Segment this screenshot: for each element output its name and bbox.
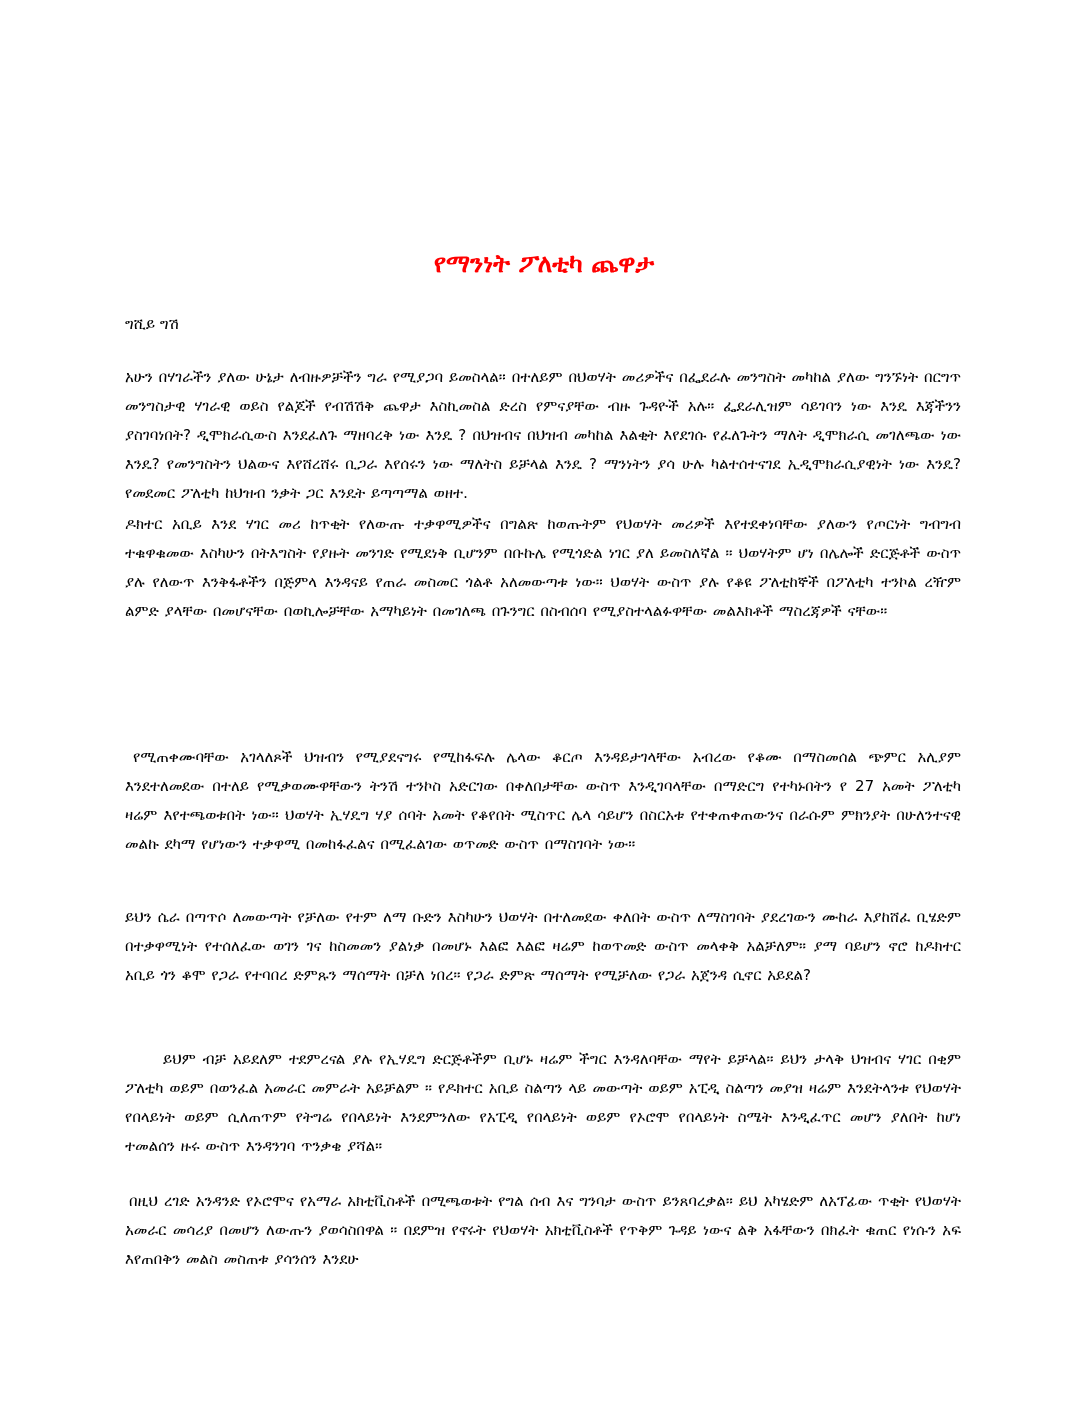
- document-title: የማንነት ፖለቲካ ጨዋታ: [433, 249, 655, 278]
- author-name: ግሺይ ግሽ: [125, 315, 179, 333]
- paragraph-6: በዚህ ረገድ አንዳንድ የኦሮሞና የአማራ አክቲቪስቶች በሚጫወቱት የግል ሰብ እና ግንባታ ውስጥ ይንጸባረቃል። ይህ አካሄድም ለአፕፊው ጥቂት የህወሃት አመራር መሳሪያ በመሆን ለውጡን ያወሳስበዋል ። በደምዝ የኖሩት የህወሃት አክቲቪስቶች የጥቅም ጉዳይ ነውና ልቅ አፋቸውን በክፈት ቁጠር የነሱን አፍ እየጠበቅን መልስ መስጠቱ ያሳንሰን እንደሁ: [125, 1192, 961, 1268]
- paragraph-5: ይህም ብቻ አይደለም ተደምረናል ያሉ የኢሃዴግ ድርጅቶችም ቢሆኑ ዛሬም ችግር እንዳለባቸው ማየት ይቻላል። ይህን ታላቅ ህዝብና ሃገር በቂም ፖለቲካ ወይም በወንፈል አመራር መምራት አይቻልም ። የዶክተር አቢይ ስልጣን ላይ መውጣት ወይም አፒዲ ስልጣን መያዝ ዛሬም እንደትላንቱ የህወሃት የበላይነት ወይም ሲለጠጥም የትግሬ የበላይነት እንደምንለው የአፒዲ የበላይነት ወይም የኦሮሞ የበላይነት ስሜት እንዲፈጥር መሆን ያለበት ከሆነ ተመልሰን ዙሩ ውስጥ እንዳንገባ ጥንቃቄ ያሻል።: [125, 1050, 961, 1155]
- paragraph-1: አሁን በሃገራችን ያለው ሁኔታ ለብዙዎቻችን ግራ የሚያጋባ ይመስላል። በተለይም በህወሃት መሪዎችና በፌደራሉ መንግስት መካከል ያለው ግንኙነት በርግጥ መንግስታዊ ሃገራዊ ወይስ የልጆች የብሽሽቅ ጨዋታ እስኪመስል ድረስ የምናያቸው ብዙ ጉዳዮች አሉ። ፌደራሊዝም ሳይገባን ነው እንዴ እጃችንን ያስገባነበት? ዲሞክራሲውስ እንደፈለጉ ማዘባረቅ ነው እንዴ ? በህዝብና በህዝብ መካከል እልቂት እየደገሱ የፈለጉትን ማለት ዲሞክራሲ መገለጫው ነው እንዴ? የመንግስትን ህልውና እየሸረሸሩ ቢጋራ እየሰሩን ነው ማለትስ ይቻላል እንዴ ? ማንነትን ያሳ ሁሉ ካልተሰተናገደ ኢዲሞክራሲያዊነት ነው እንዴ? የመደመር ፖለቲካ ከህዝብ ንቃት ጋር እንዴት ይጣጣማል ወዘተ.: [125, 368, 961, 502]
- paragraph-2: ዶክተር አቢይ እንደ ሃገር መሪ ከጥቂት የለውጡ ተቃዋሚዎችና በግልጽ ከወጡትም የህወሃት መሪዎች እየተደቀነባቸው ያለውን የጦርነት ግብግብ ተቁዋቁመው እስካሁን በትእግስት የያዙት መንገድ የሚደነቅ ቢሆንም በቡኩሌ የሚጎድል ነገር ያለ ይመስለኛል ። ህወሃትም ሆነ በሌሎች ድርጅቶች ውስጥ ያሉ የለውጥ እንቅፋቶችን በጅምላ እንዳናይ የጠራ መስመር ጎልቶ አለመውጣቱ ነው። ህወሃት ውስጥ ያሉ የቆዩ ፖለቲከኞች በፖለቲካ ተንኮል ረዥም ልምድ ያላቸው በመሆናቸው በወኪሎቻቸው አማካይነት በመገለጫ በጉንግር በስብሰባ የሚያስተላልፉዋቸው መልእክቶች ማስረጃዎች ናቸው።: [125, 515, 961, 620]
- paragraph-4: ይህን ሴራ በጣጥሶ ለመውጣት የቻለው የተም ለማ ቡድን እስካሁን ህወሃት በተለመደው ቀለበት ውስጥ ለማስገባት ያደረገውን ሙከራ እያከሸፈ ቢሄድም በተቃዋሚነት የተሰለፈው ወገን ገና ከስመመን ያልነቃ በመሆኑ እልፎ እልፎ ዛሬም ከወጥመድ ውስጥ መላቀቅ አልቻለም። ያማ ባይሆን ኖሮ ከዶክተር አቢይ ጎን ቆሞ የጋራ የተባበረ ድምጹን ማሰማት በቻለ ነበረ። የጋራ ድምጽ ማሰማት የሚቻለው የጋራ አጀንዳ ሲኖር አይደል?: [125, 908, 961, 984]
- paragraph-3: የሚጠቀሙባቸው አገላለጾች ህዝብን የሚያደናግሩ የሚከፋፍሉ ሌላው ቆርጦ እንዳይታገላቸው አብረው የቆሙ በማስመሰል ጭምር አሊያም እንደተለመደው በተለይ የሚቃወሙዋቸውን ትንሽ ተንኮስ አድርገው በቀለበታቸው ውስጥ እንዲገባላቸው በማድርግ የተካኑበትን የ 27 አመት ፖለቲካ ዛሬም እየተጫወቱበት ነው። ህወሃት ኢሃዴግ ሃያ ሰባት አመት የቆየበት ሚስጥር ሌላ ሳይሆን በስርአቱ የተቀጠቀጠውንና በራሱም ምክንያት በሁለንተናዊ መልኩ ደካማ የሆነውን ተቃዋሚ በመከፋፈልና በሚፈልገው ወጥመድ ውስጥ በማስገባት ነው።: [125, 748, 961, 853]
